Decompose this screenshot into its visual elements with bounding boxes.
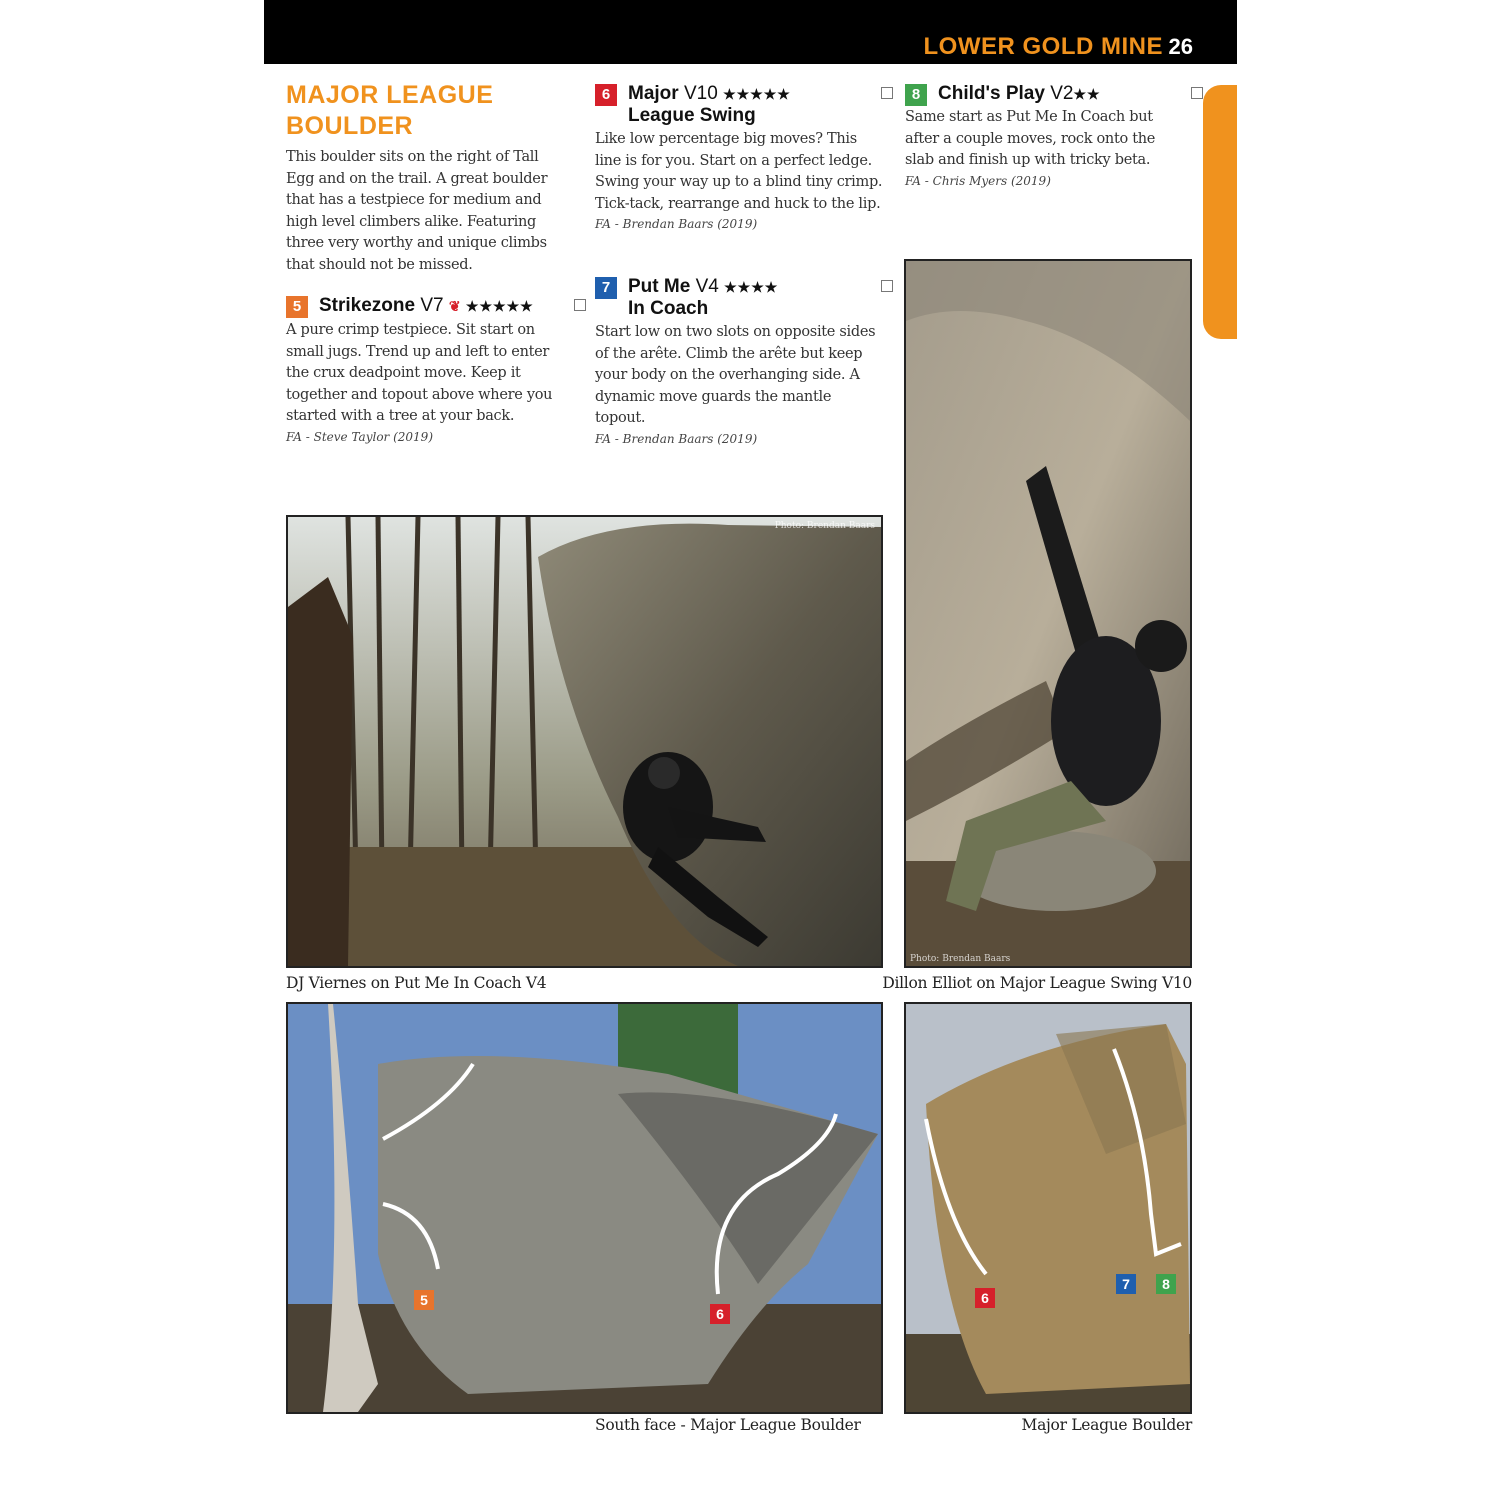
route-8 [905, 83, 1205, 188]
photo-caption: DJ Viernes on Put Me In Coach V4 [286, 974, 547, 992]
route-grade: V4 [695, 276, 719, 297]
boulder-topo-image [288, 1004, 881, 1412]
route-7 [595, 276, 895, 446]
chapter-tab [1203, 85, 1237, 339]
photo-credit: Photo: Brendan Baars [774, 521, 875, 531]
route-number-badge: 7 [595, 277, 617, 299]
route-name: Put Me [628, 276, 691, 297]
route-grade: V10 [683, 83, 718, 104]
first-ascent: FA - Brendan Baars (2019) [595, 431, 758, 446]
topo-label-6: 6 [975, 1288, 995, 1308]
topo-label-6: 6 [710, 1304, 730, 1324]
photo-major-league-swing [904, 259, 1192, 968]
route-name: Major [628, 83, 679, 104]
route-name: Strikezone [319, 295, 416, 316]
tick-checkbox[interactable] [574, 299, 586, 311]
route-grade: V2 [1050, 83, 1074, 104]
route-description: Same start as Put Me In Coach but after a couple moves, rock onto the slab and finish up with tricky beta. [905, 109, 1156, 168]
pump-icon: ❦ [448, 298, 461, 314]
topo-label-7: 7 [1116, 1274, 1136, 1294]
route-number-badge: 6 [595, 84, 617, 106]
forest-climbing-image [288, 517, 881, 966]
route-stars: ★★★★ [724, 279, 779, 295]
section-intro: This boulder sits on the right of Tall Egg and on the trail. A great boulder that has a testpiece for medium and high level climbers alike. Featuring three very worthy and unique climbs that should not be missed. [286, 149, 548, 273]
section-title: MAJOR LEAGUE BOULDER [286, 81, 494, 140]
tick-checkbox[interactable] [881, 87, 893, 99]
route-name-line2: In Coach [628, 298, 709, 319]
route-6 [595, 83, 895, 231]
tick-checkbox[interactable] [1191, 87, 1203, 99]
route-description: Start low on two slots on opposite sides of the arête. Climb the arête but keep your body on the overhanging side. A dynamic move guards the mantle topout. [595, 324, 876, 426]
area-title: LOWER GOLD MINE [923, 33, 1163, 60]
first-ascent: FA - Steve Taylor (2019) [286, 429, 433, 444]
page-number: 26 [1168, 34, 1193, 59]
first-ascent: FA - Chris Myers (2019) [905, 173, 1051, 188]
route-stars: ★★ [1073, 86, 1101, 102]
route-grade: V7 [420, 295, 444, 316]
route-name: Child's Play [938, 83, 1045, 104]
photo-put-me-in-coach [286, 515, 883, 968]
photo-south-face-topo [286, 1002, 883, 1414]
route-number-badge: 5 [286, 296, 308, 318]
route-5 [286, 295, 586, 444]
route-description: A pure crimp testpiece. Sit start on small jugs. Trend up and left to enter the crux deadpoint move. Keep it together and topout above where you started with a tree at your back. [286, 322, 553, 424]
route-stars: ★★★★★ [723, 86, 791, 102]
photo-boulder-topo [904, 1002, 1192, 1414]
tick-checkbox[interactable] [881, 280, 893, 292]
guidebook-page [264, 0, 1237, 1500]
boulder-topo-image [906, 1004, 1190, 1412]
rock-climbing-image [906, 261, 1190, 966]
page-header [264, 0, 1237, 64]
photo-caption: Dillon Elliot on Major League Swing V10 [882, 974, 1192, 992]
route-stars: ★★★★★ [465, 298, 534, 314]
photo-caption: South face - Major League Boulder [595, 1416, 861, 1434]
topo-label-5: 5 [414, 1290, 434, 1310]
route-name-line2: League Swing [628, 105, 756, 126]
route-description: Like low percentage big moves? This line is for you. Start on a perfect ledge. Swing your way up to a blind tiny crimp. Tick-tack, rearrange and huck to the lip. [595, 131, 883, 212]
photo-caption: Major League Boulder [1021, 1416, 1192, 1434]
first-ascent: FA - Brendan Baars (2019) [595, 217, 758, 231]
topo-label-8: 8 [1156, 1274, 1176, 1294]
route-number-badge: 8 [905, 84, 927, 106]
photo-credit: Photo: Brendan Baars [910, 954, 1011, 964]
